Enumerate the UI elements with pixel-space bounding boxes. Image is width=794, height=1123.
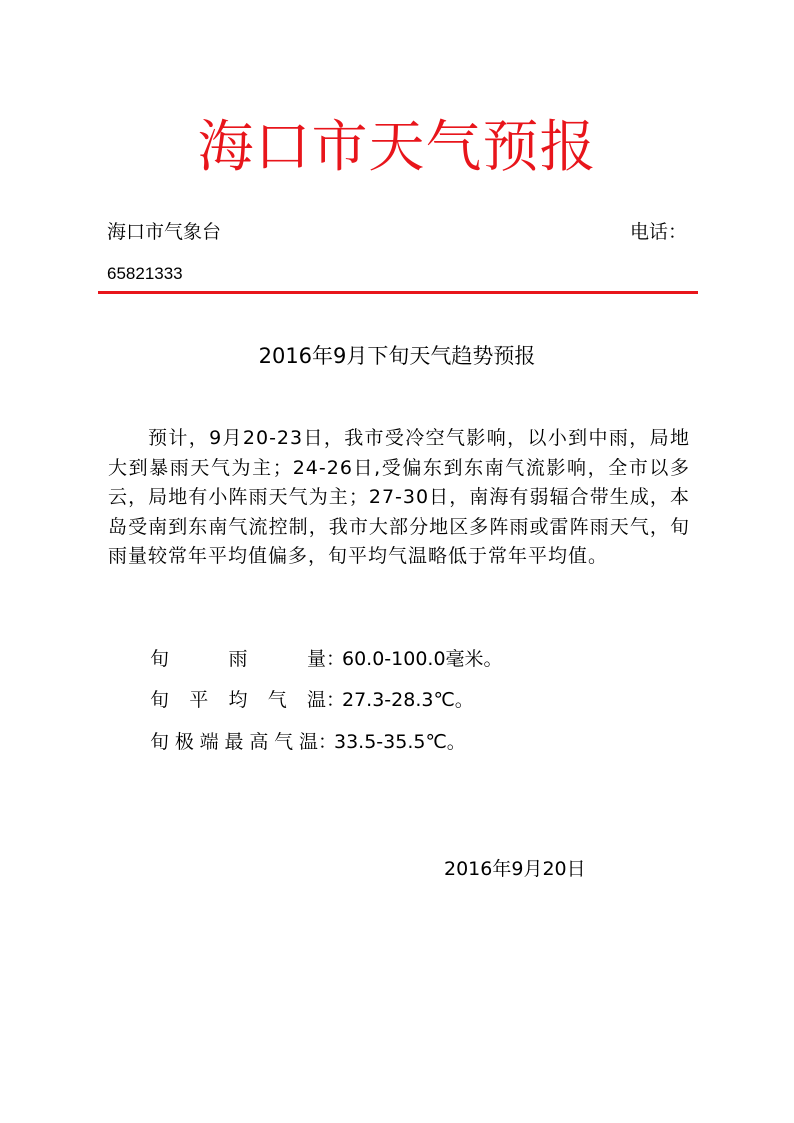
stat-row-avg-temp bbox=[150, 687, 474, 713]
issue-date: 2016年9月20日 bbox=[444, 858, 586, 880]
stat-value: 60.0-100.0毫米。 bbox=[342, 648, 503, 670]
stat-colon: ： bbox=[318, 731, 338, 753]
stat-label: 旬雨量 bbox=[150, 648, 326, 670]
header-divider bbox=[98, 291, 698, 294]
stat-row-rainfall bbox=[150, 646, 503, 672]
stat-colon: ： bbox=[326, 648, 346, 670]
stat-label: 旬极端最高气温 bbox=[150, 731, 318, 753]
stat-colon: ： bbox=[326, 689, 346, 711]
report-body: 预计，9月20-23日，我市受冷空气影响，以小到中雨，局地大到暴雨天气为主；24-26日,受偏东到东南气流影响，全市以多云，局地有小阵雨天气为主；27-30日，南海有弱辐合带生成，本岛受南到东南气流控制，我市大部分地区多阵雨或雷阵雨天气，旬雨量较常年平均值偏多，旬平均气温略低于常年平均值。 bbox=[108, 427, 690, 567]
report-subtitle: 2016年9月下旬天气趋势预报 bbox=[258, 344, 536, 368]
stat-row-max-temp bbox=[150, 729, 466, 755]
stat-label: 旬平均气温 bbox=[150, 689, 326, 711]
stat-value: 27.3-28.3℃。 bbox=[342, 689, 474, 711]
issuer-name: 海口市气象台 bbox=[107, 221, 222, 243]
document-title: 海口市天气预报 bbox=[197, 115, 597, 180]
stat-value: 33.5-35.5℃。 bbox=[334, 731, 466, 753]
phone-label: 电话： bbox=[630, 221, 688, 243]
phone-number: 65821333 bbox=[107, 264, 183, 283]
